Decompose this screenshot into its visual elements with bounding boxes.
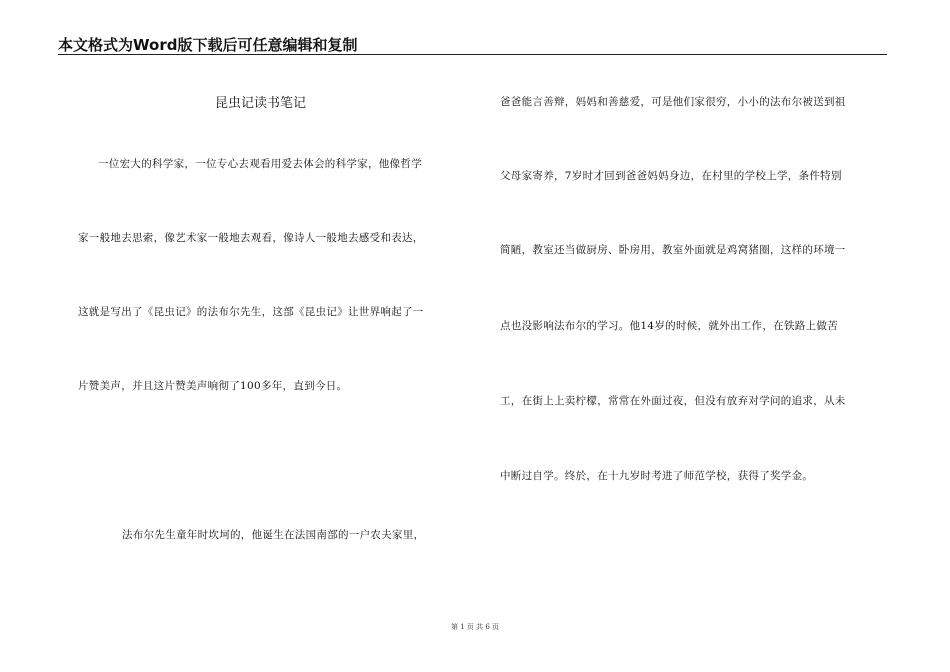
header-divider: [58, 54, 887, 55]
document-title: 昆虫记读书笔记: [215, 96, 307, 111]
left-paragraph-1-line-2: 家一般地去思索，像艺术家一般地去观看，像诗人一般地去感受和表达，: [78, 232, 424, 244]
right-paragraph-line-3: 简陋，教室还当做厨房、卧房用，教室外面就是鸡窝猪圈，这样的环境一: [500, 244, 846, 256]
document-banner: 本文格式为Word版下载后可任意编辑和复制: [58, 36, 358, 54]
left-paragraph-1-line-3: 这就是写出了《昆虫记》的法布尔先生，这部《昆虫记》让世界响起了一: [78, 306, 424, 318]
right-paragraph-line-5: 工，在街上上卖柠檬，常常在外面过夜，但没有放弃对学问的追求，从未: [500, 395, 846, 407]
left-paragraph-1-line-4: 片赞美声，并且这片赞美声响彻了100多年，直到今日。: [78, 380, 348, 392]
right-paragraph-line-2: 父母家寄养，7岁时才回到爸爸妈妈身边，在村里的学校上学，条件特别: [500, 170, 842, 182]
left-paragraph-2-line-1: 法布尔先生童年时坎坷的，他诞生在法国南部的一户农夫家里，: [122, 529, 425, 541]
right-paragraph-line-4: 点也没影响法布尔的学习。他14岁的时候，就外出工作，在铁路上做苦: [500, 320, 838, 332]
right-paragraph-line-1: 爸爸能言善辩，妈妈和善慈爱，可是他们家很穷，小小的法布尔被送到祖: [500, 96, 846, 108]
right-paragraph-line-6: 中断过自学。终於，在十九岁时考进了师范学校，获得了奖学金。: [500, 470, 814, 482]
page-number: 第 1 页 共 6 页: [450, 623, 500, 631]
left-paragraph-1-line-1: 一位宏大的科学家，一位专心去观看用爱去体会的科学家，他像哲学: [98, 158, 422, 170]
